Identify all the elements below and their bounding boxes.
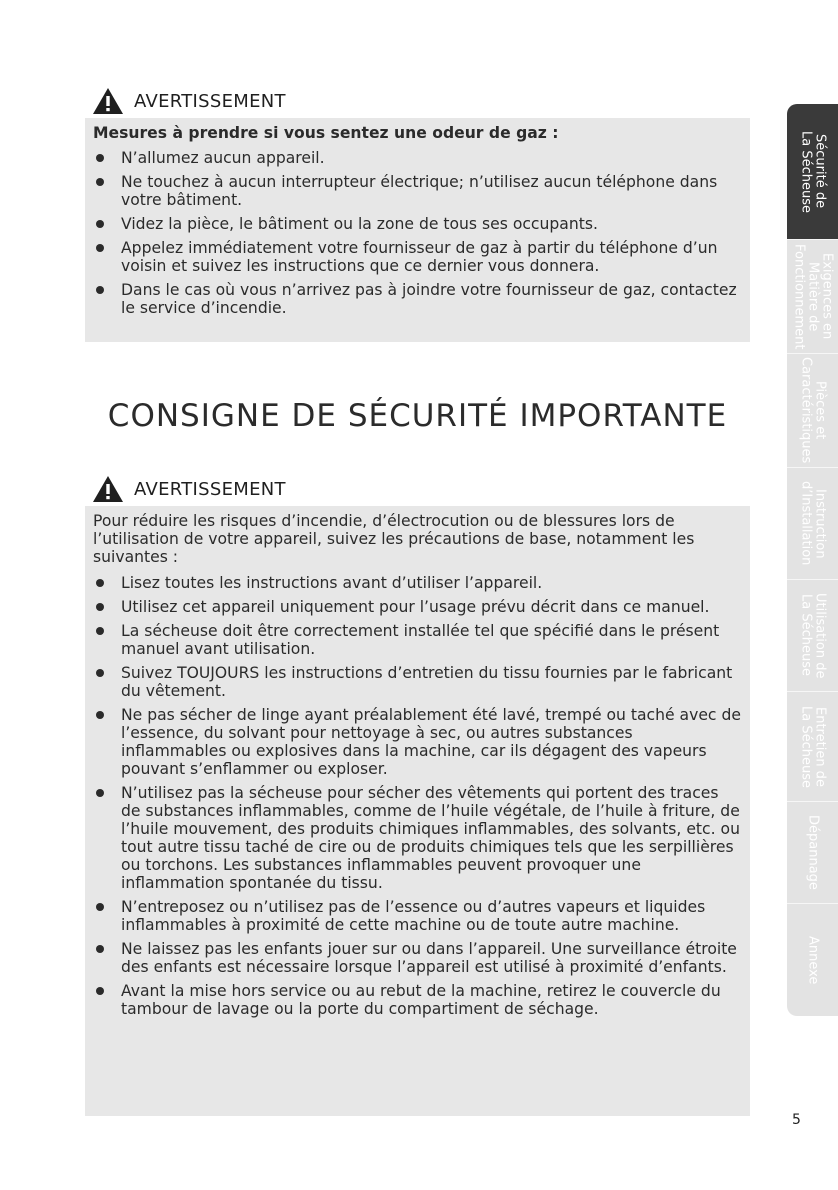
page-number: 5 [792, 1112, 801, 1128]
tab-label: Sécurité de La Sécheuse [798, 130, 828, 213]
tab-depannage[interactable] [787, 802, 838, 904]
list-item: Utilisez cet appareil uniquement pour l’usage prévu décrit dans ce manuel. [93, 598, 742, 616]
list-item: N’allumez aucun appareil. [93, 149, 742, 167]
warning-triangle-icon [92, 475, 124, 503]
list-item: Lisez toutes les instructions avant d’utiliser l’appareil. [93, 574, 742, 592]
tab-pieces-caracteristiques[interactable] [787, 354, 838, 468]
tab-annexe[interactable] [787, 904, 838, 1016]
safety-precautions-box [85, 506, 750, 1116]
list-item: Appelez immédiatement votre fournisseur de gaz à partir du téléphone d’un voisin et suivez les instructions que ce dernier vous donnera. [93, 239, 742, 275]
safety-intro: Pour réduire les risques d’incendie, d’électrocution ou de blessures lors de l’utilisation de votre appareil, suivez les précautions de base, notamment les suivantes : [93, 512, 695, 566]
gas-odor-heading: Mesures à prendre si vous sentez une odeur de gaz : [93, 124, 559, 142]
list-item: N’entreposez ou n’utilisez pas de l’essence ou d’autres vapeurs et liquides inflammables à proximité de cette machine ou de toute autre machine. [93, 898, 742, 934]
list-item: Ne pas sécher de linge ayant préalablement été lavé, trempé ou taché avec de l’essence, du solvant pour nettoyage à sec, ou autres substances inflammables ou explosives dans la machine, car ils dégagent des vapeurs pouvant s’enflammer ou exploser. [93, 706, 742, 778]
list-item: Suivez TOUJOURS les instructions d’entretien du tissu fournies par le fabricant du vêtement. [93, 664, 742, 700]
warning-triangle-icon [92, 87, 124, 115]
safety-precautions-list [93, 574, 742, 1018]
chapter-tabs-sidebar [787, 104, 838, 1016]
tab-exigences-fonctionnement[interactable] [787, 240, 838, 354]
tab-label: Utilisation de La Sécheuse [798, 592, 828, 679]
list-item: Ne touchez à aucun interrupteur électrique; n’utilisez aucun téléphone dans votre bâtiment. [93, 173, 742, 209]
list-item: Videz la pièce, le bâtiment ou la zone de tous ses occupants. [93, 215, 742, 233]
list-item: Ne laissez pas les enfants jouer sur ou dans l’appareil. Une surveillance étroite des enfants est nécessaire lorsque l’appareil est utilisé à proximité d’enfants. [93, 940, 742, 976]
tab-instruction-installation[interactable] [787, 468, 838, 580]
section-title: CONSIGNE DE SÉCURITÉ IMPORTANTE [107, 397, 728, 434]
list-item: N’utilisez pas la sécheuse pour sécher des vêtements qui portent des traces de substances inflammables, comme de l’huile végétale, de l’huile à friture, de l’huile mouvement, des produits chimiques inflammables, des solvants, etc. ou tout autre tissu taché de cire ou de produits chimiques tels que les serpillières ou torchons. Les substances inflammables peuvent provoquer une inflammation spontanée du tissu. [93, 784, 742, 892]
tab-label: Pièces et Caractéristiques [798, 357, 828, 464]
tab-label: Dépannage [805, 815, 821, 890]
list-item: La sécheuse doit être correctement installée tel que spécifié dans le présent manuel avant utilisation. [93, 622, 742, 658]
tab-label: Entretien de La Sécheuse [798, 705, 828, 788]
list-item: Avant la mise hors service ou au rebut de la machine, retirez le couvercle du tambour de lavage ou la porte du compartiment de séchage. [93, 982, 742, 1018]
gas-odor-list [93, 149, 742, 317]
tab-entretien-secheuse[interactable] [787, 692, 838, 802]
warning-header-gas [92, 86, 286, 116]
tab-securite-de-la-secheuse[interactable] [787, 104, 838, 240]
tab-label: Annexe [805, 935, 821, 985]
gas-odor-warning-box [85, 118, 750, 342]
warning-header-safety [92, 474, 286, 504]
warning-title: AVERTISSEMENT [134, 478, 286, 500]
tab-label: Instruction d’Installation [798, 481, 828, 566]
warning-title: AVERTISSEMENT [134, 90, 286, 112]
tab-label: Exigences en Matière de Fonctionnement [791, 243, 835, 350]
tab-utilisation-secheuse[interactable] [787, 580, 838, 692]
list-item: Dans le cas où vous n’arrivez pas à joindre votre fournisseur de gaz, contactez le service d’incendie. [93, 281, 742, 317]
